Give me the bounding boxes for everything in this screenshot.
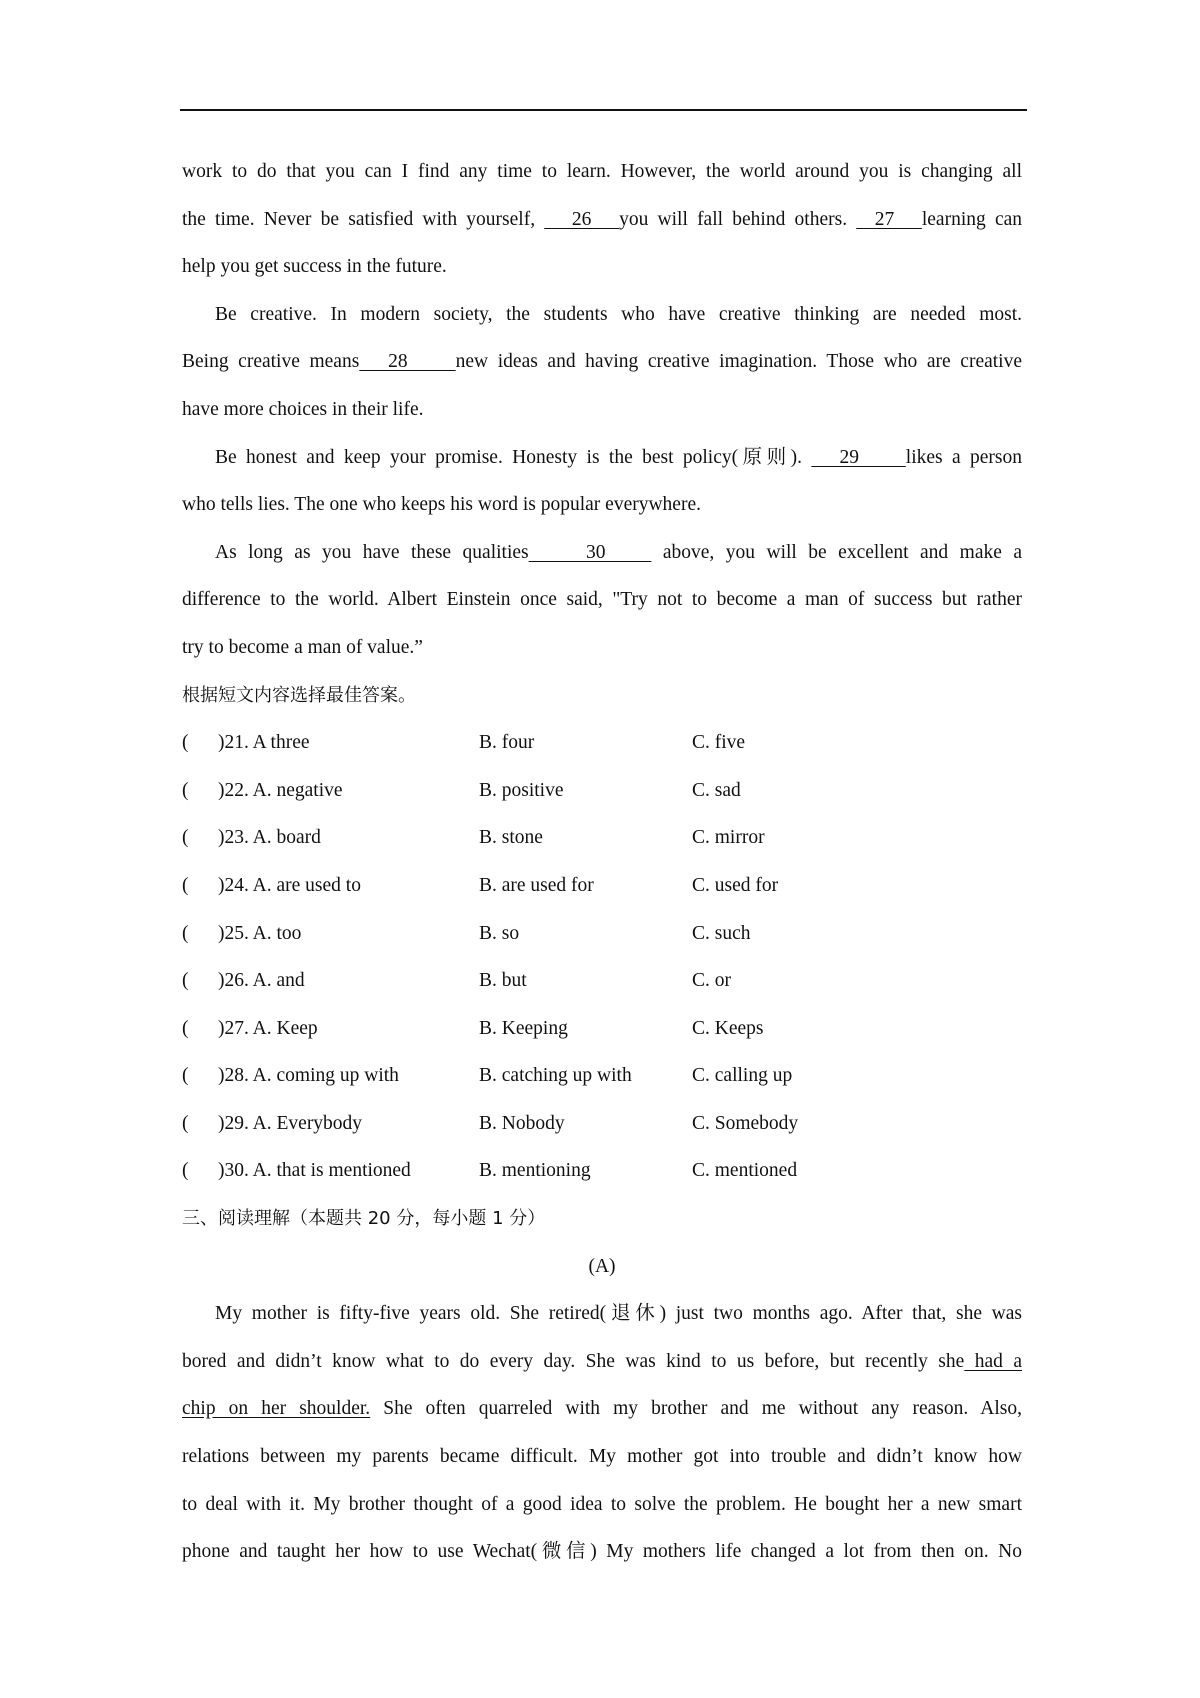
option-b: B. mentioning (479, 1160, 591, 1182)
underlined-phrase: had a (964, 1350, 1022, 1372)
text: likes a person (905, 446, 1022, 468)
option-a: )28. A. coming up with (218, 1065, 399, 1087)
question-row (182, 862, 1022, 910)
text: difference to the world. Albert Einstein once said, "Try not to become a man of success but rather (182, 589, 1022, 611)
passage-line (182, 1338, 1022, 1386)
option-b: B. are used for (479, 874, 594, 896)
question-row (182, 1100, 1022, 1148)
question-row (182, 814, 1022, 862)
answer-bracket[interactable]: ( (182, 874, 189, 896)
option-c: C. used for (692, 874, 779, 896)
blank-28: 28 (359, 351, 456, 373)
underlined-phrase: chip on her shoulder. (182, 1398, 371, 1420)
option-b: B. catching up with (479, 1065, 632, 1087)
blank-27: 27 (856, 208, 922, 230)
text: help you get success in the future. (182, 256, 447, 278)
question-row (182, 1147, 1022, 1195)
option-a: )21. A three (218, 732, 310, 754)
text: As long as you have these qualities (215, 541, 529, 563)
passage-subtitle (182, 1243, 1022, 1291)
instruction-text: 根据短文内容选择最佳答案。 (182, 684, 416, 706)
option-c: C. sad (692, 779, 741, 801)
answer-bracket[interactable]: ( (182, 827, 189, 849)
blank-29: 29 (811, 446, 906, 468)
text: Being creative means (182, 351, 360, 373)
text: Be creative. In modern society, the students who have creative thinking are needed most. (215, 303, 1022, 325)
question-row (182, 957, 1022, 1005)
option-c: C. calling up (692, 1065, 793, 1087)
passage-line (182, 1433, 1022, 1481)
text: the time. Never be satisfied with yourself, (182, 208, 545, 230)
option-b: B. so (479, 922, 520, 944)
option-a: )30. A. that is mentioned (218, 1160, 411, 1182)
text: relations between my parents became difficult. My mother got into trouble and didn’t know how (182, 1446, 1022, 1468)
passage-line (182, 434, 1022, 482)
passage-line (182, 1481, 1022, 1529)
option-c: C. mirror (692, 827, 765, 849)
passage-line (182, 576, 1022, 624)
section-heading (182, 1195, 1022, 1243)
text: Be honest and keep your promise. Honesty is the best policy(原则). (215, 446, 812, 468)
section-heading-text: 三、阅读理解（本题共 20 分，每小题 1 分） (182, 1208, 546, 1230)
passage-line (182, 386, 1022, 434)
question-row (182, 1052, 1022, 1100)
blank-26: 26 (544, 208, 620, 230)
answer-bracket[interactable]: ( (182, 970, 189, 992)
answer-bracket[interactable]: ( (182, 1065, 189, 1087)
answer-bracket[interactable]: ( (182, 922, 189, 944)
option-a: )24. A. are used to (218, 874, 361, 896)
option-b: B. Keeping (479, 1017, 568, 1039)
text: My mother is fifty-five years old. She retired(退休) just two months ago. After that, she was (215, 1303, 1022, 1325)
passage-line (182, 1290, 1022, 1338)
question-row (182, 719, 1022, 767)
answer-bracket[interactable]: ( (182, 1160, 189, 1182)
passage-line (182, 1528, 1022, 1576)
option-b: B. but (479, 970, 527, 992)
option-c: C. Keeps (692, 1017, 764, 1039)
answer-bracket[interactable]: ( (182, 1017, 189, 1039)
passage-line (182, 243, 1022, 291)
option-a: )26. A. and (218, 970, 305, 992)
passage-line (182, 148, 1022, 196)
answer-bracket[interactable]: ( (182, 1112, 189, 1134)
question-list (182, 719, 1022, 1195)
blank-30: 30 (528, 541, 652, 563)
answer-bracket[interactable]: ( (182, 779, 189, 801)
option-a: )29. A. Everybody (218, 1112, 363, 1134)
option-b: B. positive (479, 779, 564, 801)
text: to deal with it. My brother thought of a good idea to solve the problem. He bought her a new smart (182, 1493, 1022, 1515)
option-b: B. stone (479, 827, 543, 849)
text: new ideas and having creative imagination. Those who are creative (455, 351, 1022, 373)
passage-line (182, 624, 1022, 672)
passage-line (182, 1385, 1022, 1433)
question-row (182, 910, 1022, 958)
question-row (182, 1005, 1022, 1053)
text: have more choices in their life. (182, 398, 424, 420)
answer-bracket[interactable]: ( (182, 732, 189, 754)
option-c: C. five (692, 732, 746, 754)
passage-line (182, 291, 1022, 339)
text: above, you will be excellent and make a (651, 541, 1023, 563)
text: She often quarreled with my brother and me without any reason. Also, (370, 1398, 1022, 1420)
question-row (182, 767, 1022, 815)
option-c: C. or (692, 970, 731, 992)
option-a: )27. A. Keep (218, 1017, 318, 1039)
text: you will fall behind others. (619, 208, 857, 230)
text: work to do that you can I find any time to learn. However, the world around you is changing all (182, 161, 1022, 182)
passage-line (182, 481, 1022, 529)
passage-line (182, 338, 1022, 386)
text: who tells lies. The one who keeps his word is popular everywhere. (182, 494, 701, 516)
option-c: C. such (692, 922, 751, 944)
text: learning can (921, 208, 1023, 230)
subtitle-text: (A) (588, 1255, 616, 1277)
header-rule (180, 109, 1027, 111)
option-a: )22. A. negative (218, 779, 343, 801)
option-b: B. Nobody (479, 1112, 565, 1134)
option-a: )25. A. too (218, 922, 302, 944)
option-c: C. Somebody (692, 1112, 799, 1134)
instruction (182, 672, 1022, 720)
text: phone and taught her how to use Wechat(微信) My mothers life changed a lot from then on. No (182, 1541, 1022, 1563)
text: bored and didn’t know what to do every day. She was kind to us before, but recently she (182, 1350, 965, 1372)
option-b: B. four (479, 732, 535, 754)
text: try to become a man of value.” (182, 636, 423, 658)
option-a: )23. A. board (218, 827, 321, 849)
page-content (182, 148, 1022, 1576)
passage-line (182, 196, 1022, 244)
passage-line (182, 529, 1022, 577)
option-c: C. mentioned (692, 1160, 798, 1182)
